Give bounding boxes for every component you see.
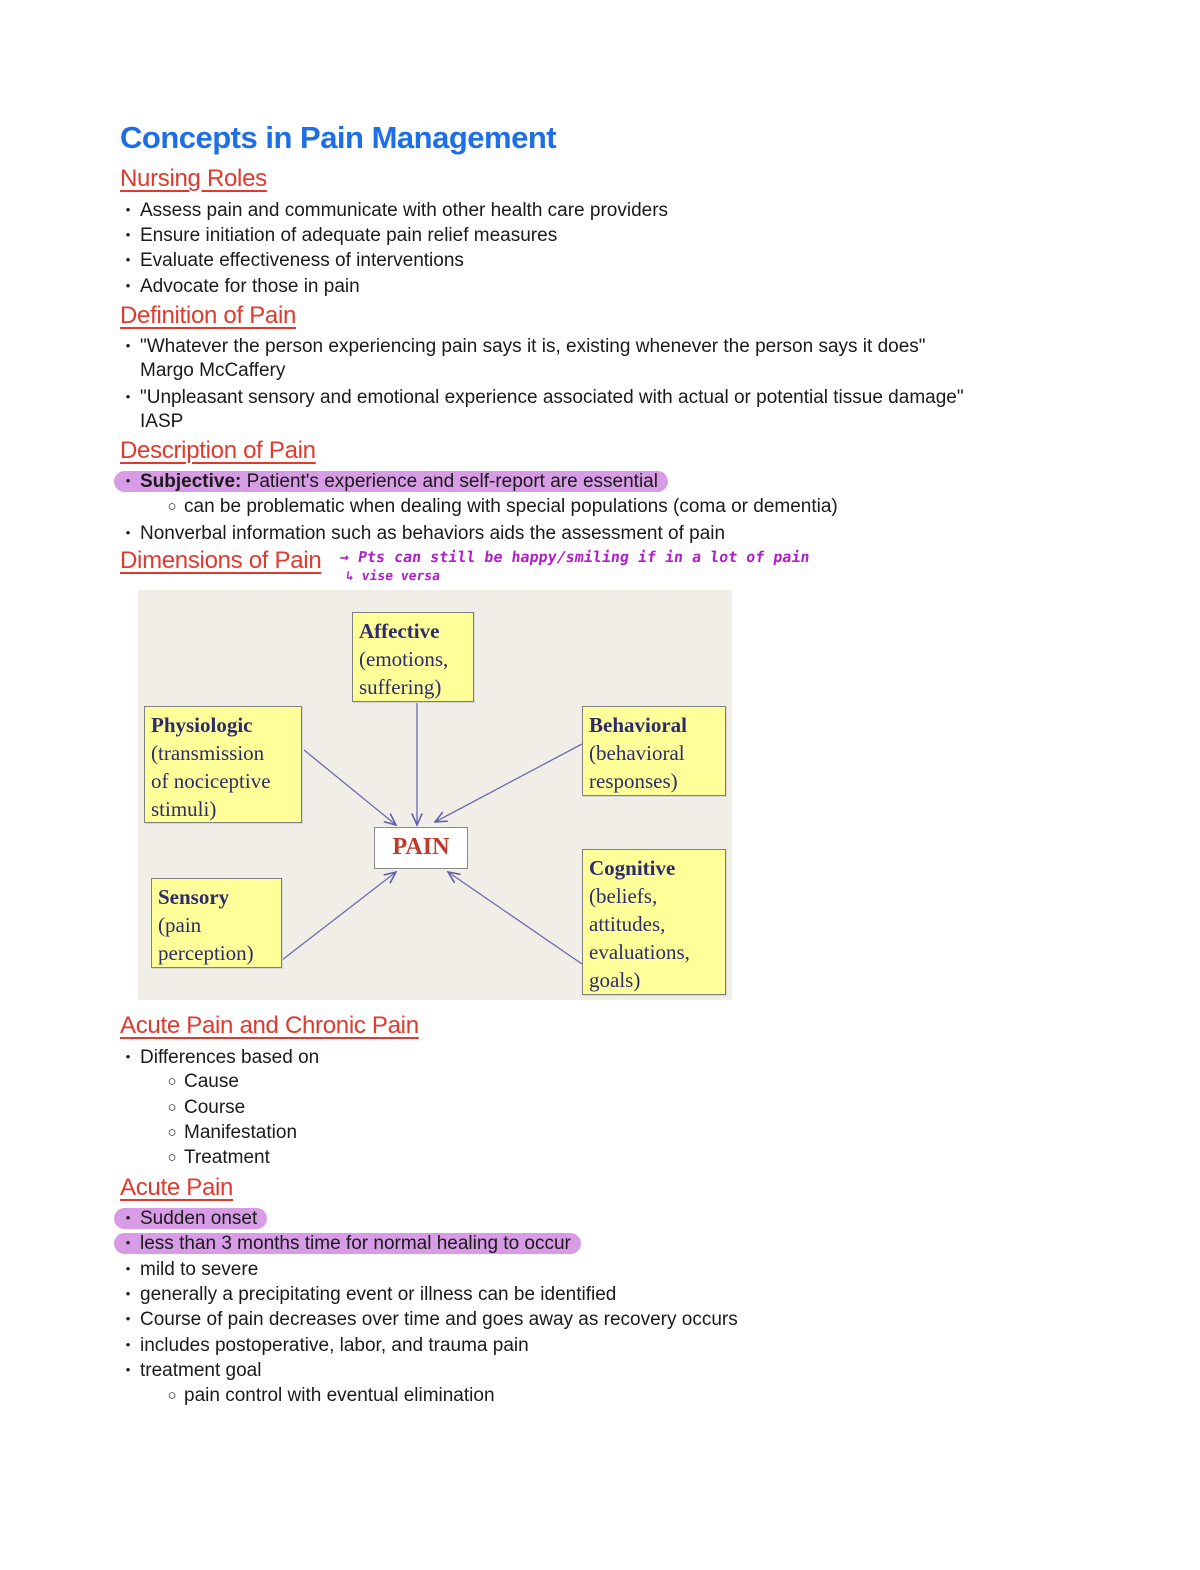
arrow-behavioral <box>435 744 582 822</box>
sub-list-item: ○ Course <box>167 1097 246 1118</box>
box-behavioral: Behavioral (behavioral responses) <box>582 706 726 796</box>
box-sensory: Sensory (pain perception) <box>151 878 282 968</box>
sub-list-item: ○ Treatment <box>167 1147 270 1168</box>
arrow-cognitive <box>448 872 582 964</box>
handwritten-annotation-2: ↳ vise versa <box>344 569 441 584</box>
sub-list-item: ○ pain control with eventual elimination <box>167 1385 495 1406</box>
heading-dimensions-of-pain: Dimensions of Pain <box>120 547 322 574</box>
box-cognitive: Cognitive (beliefs, attitudes, evaluations, goals) <box>582 849 726 995</box>
handwritten-annotation: → Pts can still be happy/smiling if in a lot of pain <box>338 548 811 566</box>
list-item: • "Whatever the person experiencing pain says it is, existing whenever the person says it does" <box>125 336 926 357</box>
sub-list-item: ○ can be problematic when dealing with special populations (coma or dementia) <box>167 496 838 517</box>
list-item: • treatment goal <box>125 1360 262 1381</box>
list-item: • Differences based on <box>125 1047 320 1068</box>
list-item: • Assess pain and communicate with other health care providers <box>125 200 669 221</box>
box-affective: Affective (emotions, suffering) <box>352 612 474 702</box>
list-item: • mild to severe <box>125 1259 259 1280</box>
sub-list-item: ○ Cause <box>167 1071 239 1092</box>
highlighted-list-item: • less than 3 months time for normal healing to occur <box>116 1231 581 1256</box>
list-item: • includes postoperative, labor, and trauma pain <box>125 1335 529 1356</box>
heading-nursing-roles: Nursing Roles <box>120 165 267 192</box>
arrow-physiologic <box>304 750 396 825</box>
heading-acute-and-chronic: Acute Pain and Chronic Pain <box>120 1012 419 1039</box>
heading-definition-of-pain: Definition of Pain <box>120 302 297 329</box>
list-item: • Advocate for those in pain <box>125 276 360 297</box>
highlighted-list-item: • Sudden onset <box>116 1206 267 1231</box>
sub-list-item: ○ Manifestation <box>167 1122 298 1143</box>
list-item: • "Unpleasant sensory and emotional experience associated with actual or potential tissue damage" <box>125 387 964 408</box>
list-item: • Nonverbal information such as behaviors aids the assessment of pain <box>125 523 726 544</box>
list-item: • Evaluate effectiveness of interventions <box>125 250 464 271</box>
list-item: • Ensure initiation of adequate pain relief measures <box>125 225 558 246</box>
quote-source: IASP <box>140 411 184 432</box>
heading-acute-pain: Acute Pain <box>120 1174 234 1201</box>
heading-description-of-pain: Description of Pain <box>120 437 316 464</box>
highlighted-list-item: • Subjective: Patient's experience and self-report are essential <box>116 469 668 494</box>
pain-center-box: PAIN <box>374 827 468 869</box>
list-item: • Course of pain decreases over time and goes away as recovery occurs <box>125 1309 738 1330</box>
box-physiologic: Physiologic (transmission of nociceptive stimuli) <box>144 706 302 823</box>
arrow-sensory <box>282 872 396 960</box>
list-item: • generally a precipitating event or illness can be identified <box>125 1284 617 1305</box>
page-title: Concepts in Pain Management <box>120 120 557 155</box>
pain-dimensions-diagram <box>138 590 732 1000</box>
quote-source: Margo McCaffery <box>140 360 286 381</box>
